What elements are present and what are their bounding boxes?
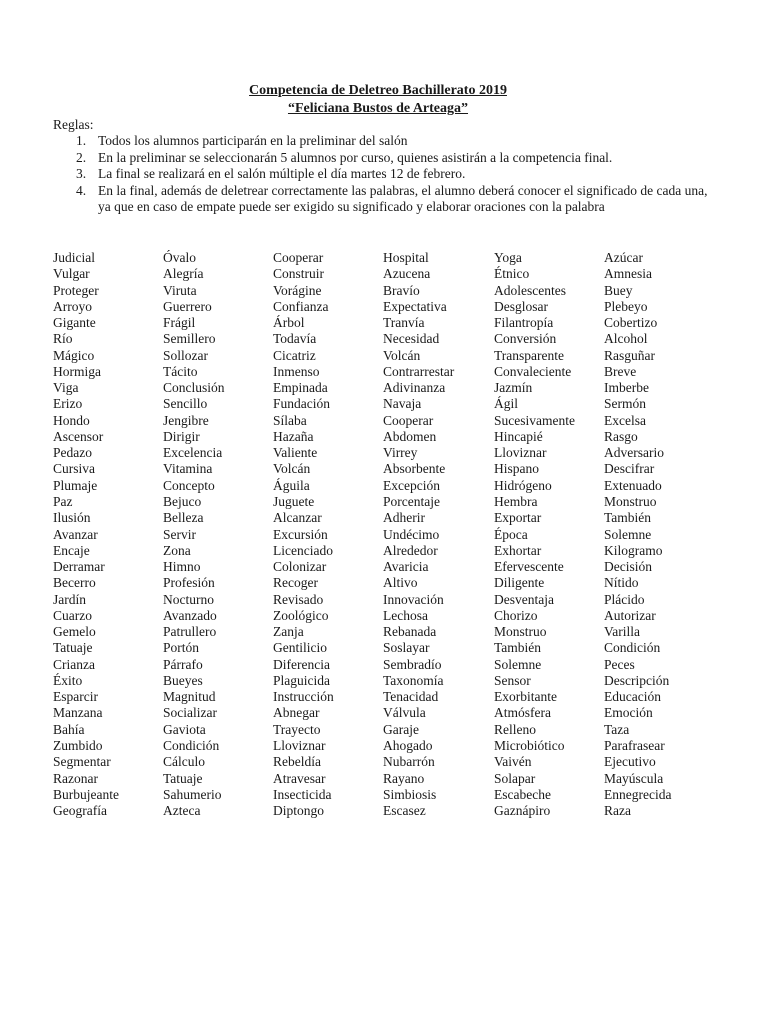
spelling-word: Rasgo bbox=[604, 428, 638, 444]
spelling-word: Breve bbox=[604, 363, 637, 379]
spelling-word: Éxito bbox=[53, 672, 83, 688]
word-column-5 bbox=[494, 250, 606, 819]
spelling-word: Zona bbox=[163, 542, 191, 558]
spelling-word: Sembradío bbox=[383, 656, 442, 672]
spelling-word: Zanja bbox=[273, 624, 304, 640]
spelling-word: Empinada bbox=[273, 380, 328, 396]
spelling-word: Jengibre bbox=[163, 412, 209, 428]
spelling-word: Águila bbox=[273, 477, 310, 493]
spelling-word: Adherir bbox=[383, 510, 425, 526]
spelling-word: Viruta bbox=[163, 282, 197, 298]
spelling-word: Viga bbox=[53, 380, 79, 396]
spelling-word: Licenciado bbox=[273, 542, 333, 558]
rule-text: En la final, además de deletrear correctamente las palabras, el alumno deberá conocer el significado de cada una, ya que en caso de empate puede ser exigido su significado y elaborar oraciones con la palabra bbox=[98, 182, 708, 214]
spelling-word: Alcohol bbox=[604, 331, 648, 347]
spelling-word: Hispano bbox=[494, 461, 539, 477]
spelling-word: Manzana bbox=[53, 705, 103, 721]
spelling-word: Solemne bbox=[494, 656, 542, 672]
spelling-word: Párrafo bbox=[163, 656, 203, 672]
spelling-word: Azúcar bbox=[604, 250, 643, 265]
spelling-word: Gentilicio bbox=[273, 640, 327, 656]
spelling-word: Razonar bbox=[53, 770, 98, 786]
spelling-word: Peces bbox=[604, 656, 635, 672]
spelling-word: Efervescente bbox=[494, 559, 564, 575]
spelling-word: Porcentaje bbox=[383, 493, 440, 509]
spelling-word: Amnesia bbox=[604, 266, 652, 282]
spelling-word: Construir bbox=[273, 266, 325, 282]
spelling-word: Zoológico bbox=[273, 607, 329, 623]
spelling-word: Tranvía bbox=[383, 315, 425, 331]
spelling-word: Plácido bbox=[604, 591, 645, 607]
spelling-word: Lloviznar bbox=[494, 445, 547, 461]
spelling-word: Abdomen bbox=[383, 428, 437, 444]
spelling-word: Zumbido bbox=[53, 737, 103, 753]
spelling-word: Altivo bbox=[383, 575, 418, 591]
spelling-word: Gemelo bbox=[53, 624, 96, 640]
spelling-word: Desventaja bbox=[494, 591, 554, 607]
spelling-word: Derramar bbox=[53, 559, 105, 575]
spelling-word: Taxonomía bbox=[383, 672, 444, 688]
spelling-word: Vulgar bbox=[53, 266, 90, 282]
rule-text: En la preliminar se seleccionarán 5 alumnos por curso, quienes asistirán a la competencia final. bbox=[98, 149, 613, 165]
spelling-word: Pedazo bbox=[53, 445, 92, 461]
spelling-word: Cobertizo bbox=[604, 315, 658, 331]
spelling-word: Avanzar bbox=[53, 526, 98, 542]
spelling-word: Alcanzar bbox=[273, 510, 322, 526]
spelling-word: Válvula bbox=[383, 705, 426, 721]
spelling-word: Vaivén bbox=[494, 754, 532, 770]
spelling-word: Convaleciente bbox=[494, 363, 572, 379]
spelling-word: Paz bbox=[53, 493, 73, 509]
spelling-word: Innovación bbox=[383, 591, 444, 607]
spelling-word: Cooperar bbox=[383, 412, 434, 428]
spelling-word: Monstruo bbox=[604, 493, 657, 509]
rules-heading: Reglas: bbox=[53, 117, 94, 132]
spelling-word: Judicial bbox=[53, 250, 95, 265]
spelling-word: Erizo bbox=[53, 396, 83, 412]
rule-text: La final se realizará en el salón múltiple el día martes 12 de febrero. bbox=[98, 166, 466, 181]
spelling-word: Volcán bbox=[383, 347, 421, 363]
spelling-word: Desglosar bbox=[494, 298, 548, 314]
spelling-word: Atravesar bbox=[273, 770, 326, 786]
spelling-word: Diferencia bbox=[273, 656, 330, 672]
spelling-word: Azucena bbox=[383, 266, 431, 282]
spelling-word: Jardín bbox=[53, 591, 86, 607]
spelling-word: Escasez bbox=[383, 803, 426, 819]
spelling-word: Segmentar bbox=[53, 754, 111, 770]
spelling-word: Bueyes bbox=[163, 672, 203, 688]
spelling-word: Bejuco bbox=[163, 493, 202, 509]
spelling-word: Descripción bbox=[604, 672, 670, 688]
spelling-word: Bravío bbox=[383, 282, 420, 298]
word-column-3 bbox=[273, 250, 385, 819]
spelling-word: Chorizo bbox=[494, 607, 538, 623]
spelling-word: Exhortar bbox=[494, 542, 542, 558]
spelling-word: Hazaña bbox=[273, 428, 314, 444]
spelling-word: Sucesivamente bbox=[494, 412, 575, 428]
spelling-word: Buey bbox=[604, 282, 633, 298]
spelling-word: Árbol bbox=[273, 315, 305, 331]
spelling-word: Nubarrón bbox=[383, 754, 435, 770]
document-subtitle: “Feliciana Bustos de Arteaga” bbox=[287, 101, 469, 116]
spelling-word: Emoción bbox=[604, 705, 653, 721]
spelling-word: Filantropía bbox=[494, 315, 554, 331]
spelling-word: Excelsa bbox=[604, 412, 646, 428]
rule-item bbox=[0, 183, 708, 216]
spelling-word: Cursiva bbox=[53, 461, 95, 477]
spelling-word: Educación bbox=[604, 689, 661, 705]
spelling-word: Adolescentes bbox=[494, 282, 566, 298]
spelling-word: Profesión bbox=[163, 575, 215, 591]
spelling-word: Óvalo bbox=[163, 250, 196, 265]
spelling-word: Arroyo bbox=[53, 298, 92, 314]
word-column-4 bbox=[383, 250, 495, 819]
spelling-word: Rayano bbox=[383, 770, 425, 786]
spelling-word: Hormiga bbox=[53, 363, 101, 379]
title-block bbox=[0, 82, 756, 118]
spelling-word: Becerro bbox=[53, 575, 96, 591]
spelling-word: Relleno bbox=[494, 721, 536, 737]
spelling-word: Excepción bbox=[383, 477, 440, 493]
spelling-word: Microbiótico bbox=[494, 737, 565, 753]
spelling-word: Garaje bbox=[383, 721, 419, 737]
rule-number: 1. bbox=[76, 133, 87, 148]
spelling-word: Bahía bbox=[53, 721, 85, 737]
spelling-word: Patrullero bbox=[163, 624, 217, 640]
spelling-word: Hincapié bbox=[494, 428, 543, 444]
rule-number: 4. bbox=[76, 182, 87, 198]
spelling-word: Raza bbox=[604, 803, 631, 819]
spelling-word: Mayúscula bbox=[604, 770, 664, 786]
spelling-word: Transparente bbox=[494, 347, 564, 363]
spelling-word: Juguete bbox=[273, 493, 315, 509]
rule-text: Todos los alumnos participarán en la preliminar del salón bbox=[98, 133, 408, 148]
spelling-word: Exorbitante bbox=[494, 689, 557, 705]
spelling-word: Instrucción bbox=[273, 689, 334, 705]
word-column-1 bbox=[53, 250, 165, 819]
word-column-6 bbox=[604, 250, 716, 819]
spelling-word: Avaricia bbox=[383, 559, 429, 575]
spelling-word: Crianza bbox=[53, 656, 95, 672]
spelling-word: También bbox=[604, 510, 652, 526]
spelling-word: Ejecutivo bbox=[604, 754, 656, 770]
spelling-word: Himno bbox=[163, 559, 201, 575]
spelling-word: Cuarzo bbox=[53, 607, 92, 623]
spelling-word: Ascensor bbox=[53, 428, 104, 444]
spelling-word: Sahumerio bbox=[163, 786, 222, 802]
spelling-word: Frágil bbox=[163, 315, 196, 331]
spelling-word: Servir bbox=[163, 526, 196, 542]
spelling-word: Gaviota bbox=[163, 721, 206, 737]
spelling-word: Alrededor bbox=[383, 542, 438, 558]
spelling-word: Kilogramo bbox=[604, 542, 663, 558]
rule-item bbox=[0, 133, 708, 150]
spelling-word: Magnitud bbox=[163, 689, 216, 705]
spelling-word: Época bbox=[494, 526, 528, 542]
spelling-word: Semillero bbox=[163, 331, 216, 347]
spelling-word: Todavía bbox=[273, 331, 317, 347]
spelling-word: Decisión bbox=[604, 559, 652, 575]
spelling-word: Gigante bbox=[53, 315, 96, 331]
rule-item bbox=[0, 150, 708, 167]
spelling-word: Cálculo bbox=[163, 754, 205, 770]
spelling-word: Taza bbox=[604, 721, 630, 737]
spelling-word: Colonizar bbox=[273, 559, 327, 575]
spelling-word: Imberbe bbox=[604, 380, 649, 396]
spelling-word: Revisado bbox=[273, 591, 324, 607]
spelling-word: Concepto bbox=[163, 477, 215, 493]
spelling-word: Río bbox=[53, 331, 73, 347]
spelling-word: Virrey bbox=[383, 445, 418, 461]
word-column-2 bbox=[163, 250, 275, 819]
spelling-word: Gaznápiro bbox=[494, 803, 551, 819]
spelling-word: Insecticida bbox=[273, 786, 332, 802]
spelling-word: Excursión bbox=[273, 526, 328, 542]
spelling-word: Lechosa bbox=[383, 607, 428, 623]
spelling-word: Hospital bbox=[383, 250, 429, 265]
spelling-word: Extenuado bbox=[604, 477, 662, 493]
spelling-word: Fundación bbox=[273, 396, 330, 412]
rules-list bbox=[0, 133, 768, 216]
spelling-word: Vorágine bbox=[273, 282, 322, 298]
spelling-word: Abnegar bbox=[273, 705, 320, 721]
spelling-word: Avanzado bbox=[163, 607, 217, 623]
spelling-word: Sermón bbox=[604, 396, 646, 412]
spelling-word: Belleza bbox=[163, 510, 204, 526]
spelling-word: Lloviznar bbox=[273, 737, 326, 753]
spelling-word: Yoga bbox=[494, 250, 522, 265]
spelling-word: Tatuaje bbox=[163, 770, 203, 786]
spelling-word: Diptongo bbox=[273, 803, 325, 819]
spelling-word: Adivinanza bbox=[383, 380, 446, 396]
spelling-word: Valiente bbox=[273, 445, 318, 461]
spelling-word: Sílaba bbox=[273, 412, 307, 428]
spelling-word: Condición bbox=[604, 640, 661, 656]
spelling-word: Cooperar bbox=[273, 250, 324, 265]
spelling-word: Parafrasear bbox=[604, 737, 665, 753]
spelling-word: Alegría bbox=[163, 266, 204, 282]
spelling-word: Necesidad bbox=[383, 331, 440, 347]
spelling-word: Exportar bbox=[494, 510, 542, 526]
spelling-word: Burbujeante bbox=[53, 786, 119, 802]
spelling-word: Vitamina bbox=[163, 461, 213, 477]
spelling-word: Atmósfera bbox=[494, 705, 551, 721]
spelling-word: Autorizar bbox=[604, 607, 656, 623]
spelling-word: Guerrero bbox=[163, 298, 212, 314]
spelling-word: Soslayar bbox=[383, 640, 430, 656]
spelling-word: Sollozar bbox=[163, 347, 208, 363]
spelling-word: Rebanada bbox=[383, 624, 437, 640]
spelling-word: Dirigir bbox=[163, 428, 200, 444]
spelling-word: Sensor bbox=[494, 672, 531, 688]
spelling-word: Diligente bbox=[494, 575, 545, 591]
spelling-word: Nítido bbox=[604, 575, 639, 591]
spelling-word: Recoger bbox=[273, 575, 318, 591]
spelling-word: Varilla bbox=[604, 624, 640, 640]
spelling-word: Mágico bbox=[53, 347, 95, 363]
spelling-word: Trayecto bbox=[273, 721, 321, 737]
spelling-word: Absorbente bbox=[383, 461, 446, 477]
spelling-word: Rasguñar bbox=[604, 347, 655, 363]
spelling-word: Solapar bbox=[494, 770, 536, 786]
spelling-word: Portón bbox=[163, 640, 200, 656]
spelling-word: Encaje bbox=[53, 542, 90, 558]
spelling-word: Navaja bbox=[383, 396, 422, 412]
spelling-word: Rebeldía bbox=[273, 754, 321, 770]
spelling-word: Tenacidad bbox=[383, 689, 439, 705]
spelling-word: Ahogado bbox=[383, 737, 433, 753]
spelling-word: Sencillo bbox=[163, 396, 208, 412]
spelling-word: Contrarrestar bbox=[383, 363, 455, 379]
spelling-word: Socializar bbox=[163, 705, 217, 721]
spelling-word: Undécimo bbox=[383, 526, 440, 542]
spelling-word: Tatuaje bbox=[53, 640, 93, 656]
spelling-word: Hidrógeno bbox=[494, 477, 552, 493]
spelling-word: Inmenso bbox=[273, 363, 320, 379]
spelling-word: Jazmín bbox=[494, 380, 533, 396]
spelling-word: Expectativa bbox=[383, 298, 447, 314]
spelling-word: Adversario bbox=[604, 445, 664, 461]
spelling-word: Confianza bbox=[273, 298, 329, 314]
spelling-word: Cicatriz bbox=[273, 347, 316, 363]
spelling-word: Nocturno bbox=[163, 591, 214, 607]
spelling-word: Plumaje bbox=[53, 477, 98, 493]
rule-item bbox=[0, 166, 708, 183]
spelling-word: Ilusión bbox=[53, 510, 91, 526]
spelling-word: Hondo bbox=[53, 412, 90, 428]
spelling-word: Volcán bbox=[273, 461, 311, 477]
spelling-word: Descifrar bbox=[604, 461, 655, 477]
spelling-word: Hembra bbox=[494, 493, 538, 509]
rule-number: 2. bbox=[76, 149, 87, 165]
spelling-word: Solemne bbox=[604, 526, 652, 542]
document-title: Competencia de Deletreo Bachillerato 2019 bbox=[249, 83, 507, 98]
spelling-word: Plaguicida bbox=[273, 672, 330, 688]
spelling-word: Tácito bbox=[163, 363, 198, 379]
spelling-word: Ennegrecida bbox=[604, 786, 672, 802]
spelling-word: Conclusión bbox=[163, 380, 225, 396]
spelling-word: Étnico bbox=[494, 266, 530, 282]
rule-number: 3. bbox=[76, 166, 87, 181]
spelling-word: Condición bbox=[163, 737, 220, 753]
spelling-word: Simbiosis bbox=[383, 786, 437, 802]
spelling-word: Esparcir bbox=[53, 689, 98, 705]
spelling-word: Excelencia bbox=[163, 445, 223, 461]
spelling-word: Proteger bbox=[53, 282, 99, 298]
spelling-word: Monstruo bbox=[494, 624, 547, 640]
spelling-word: Conversión bbox=[494, 331, 557, 347]
spelling-word: Geografía bbox=[53, 803, 107, 819]
spelling-word: Ágil bbox=[494, 396, 519, 412]
spelling-word: Plebeyo bbox=[604, 298, 648, 314]
spelling-word: Azteca bbox=[163, 803, 201, 819]
spelling-word: También bbox=[494, 640, 542, 656]
spelling-word: Escabeche bbox=[494, 786, 551, 802]
